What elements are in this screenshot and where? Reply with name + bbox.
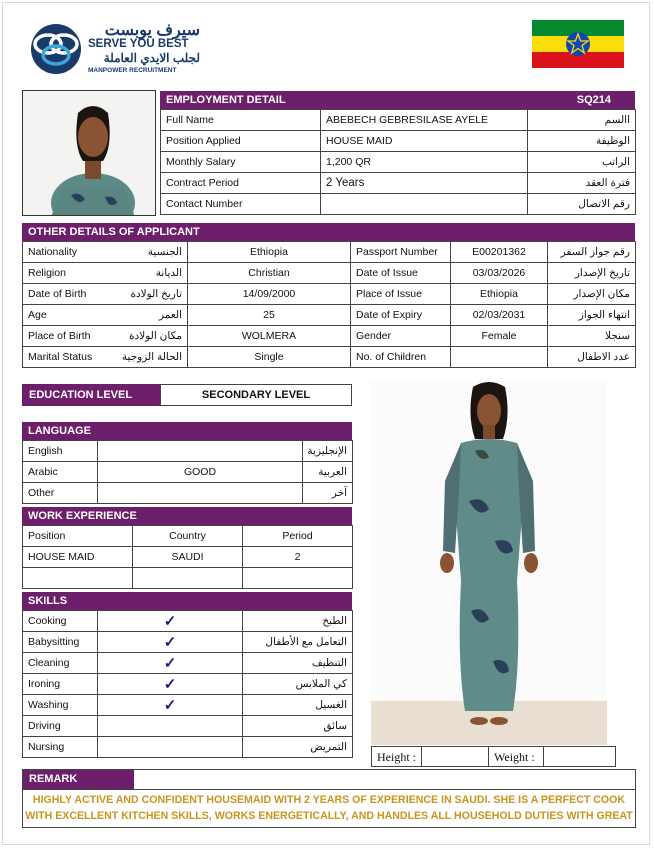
field-value: 25 [188, 305, 351, 326]
logo-arabic-subtitle: لجلب الايدي العاملة [103, 51, 200, 65]
other-details-header: OTHER DETAILS OF APPLICANT [22, 223, 635, 241]
logo-english-name: SERVE YOU BEST [88, 38, 189, 50]
logo-english-subtitle: MANPOWER RECRUITMENT [88, 67, 177, 74]
work-experience-cell: 2 [243, 547, 353, 568]
skill-row [23, 653, 353, 674]
field-value: 03/03/2026 [451, 263, 548, 284]
field-value: E00201362 [451, 242, 548, 263]
remark-header: REMARK [23, 770, 134, 789]
language-name: English [23, 441, 98, 462]
employment-detail-title: EMPLOYMENT DETAIL [166, 94, 286, 106]
work-experience-cell: HOUSE MAID [23, 547, 133, 568]
field-label: Full Name [161, 110, 321, 131]
employment-row [161, 110, 636, 131]
other-details-section [22, 223, 635, 368]
logo-arabic-name: سيرف يوبست [104, 22, 200, 39]
checkmark-icon: ✓ [163, 697, 177, 714]
field-value: Single [188, 347, 351, 368]
work-experience-cell [133, 568, 243, 589]
education-section [22, 384, 352, 406]
skill-row [23, 716, 353, 737]
logo-mark-icon [26, 22, 86, 76]
field-value [321, 194, 528, 215]
field-label-arabic: تاريخ الولادة [105, 284, 188, 305]
field-value: Christian [188, 263, 351, 284]
field-label: Place of Birth [23, 326, 105, 347]
employment-row [161, 131, 636, 152]
field-value: ABEBECH GEBRESILASE AYELE [321, 110, 528, 131]
skill-name: Washing [23, 695, 98, 716]
field-label: Contract Period [161, 173, 321, 194]
skill-check-cell [98, 695, 243, 716]
field-label: Passport Number [351, 242, 451, 263]
other-details-row [23, 305, 636, 326]
skill-name: Ironing [23, 674, 98, 695]
language-level [98, 441, 303, 462]
skill-check-cell [98, 611, 243, 632]
skill-check-cell [98, 737, 243, 758]
field-value: Ethiopia [188, 242, 351, 263]
field-label: Marital Status [23, 347, 105, 368]
language-level: GOOD [98, 462, 303, 483]
field-label-arabic: العمر [105, 305, 188, 326]
field-label: Contact Number [161, 194, 321, 215]
skill-name-arabic: كي الملابس [243, 674, 353, 695]
language-name: Arabic [23, 462, 98, 483]
other-details-row [23, 347, 636, 368]
remark-line-1: HIGHLY ACTIVE AND CONFIDENT HOUSEMAID WITH 2 YEARS OF EXPERIENCE IN SAUDI. SHE IS A PERFECT COOK [32, 794, 626, 806]
field-label-arabic: سنجلا [548, 326, 636, 347]
work-experience-table [22, 525, 353, 589]
skill-name-arabic: سائق [243, 716, 353, 737]
remark-body [22, 790, 636, 828]
skill-row [23, 632, 353, 653]
education-label: EDUCATION LEVEL [22, 384, 160, 406]
field-value: HOUSE MAID [321, 131, 528, 152]
work-experience-row [23, 547, 353, 568]
field-label: Position Applied [161, 131, 321, 152]
language-level [98, 483, 303, 504]
skill-check-cell [98, 716, 243, 737]
skill-row [23, 737, 353, 758]
language-name-arabic: آخر [303, 483, 353, 504]
field-label-arabic: االسم [528, 110, 636, 131]
employment-detail-header [160, 91, 635, 109]
language-row [23, 441, 353, 462]
employment-row [161, 173, 636, 194]
field-value: Ethiopia [451, 284, 548, 305]
skills-table [22, 610, 353, 758]
field-label-arabic: الراتب [528, 152, 636, 173]
skill-row [23, 695, 353, 716]
field-label-arabic: الديانة [105, 263, 188, 284]
field-label-arabic: انتهاء الجواز [548, 305, 636, 326]
education-value: SECONDARY LEVEL [160, 384, 352, 406]
field-label: Religion [23, 263, 105, 284]
skill-name: Babysitting [23, 632, 98, 653]
language-row [23, 462, 353, 483]
skill-name: Driving [23, 716, 98, 737]
other-details-row [23, 242, 636, 263]
ethiopia-flag [532, 20, 624, 68]
field-label-arabic: رقم الاتصال [528, 194, 636, 215]
field-value: 14/09/2000 [188, 284, 351, 305]
column-header: Country [133, 526, 243, 547]
skill-check-cell [98, 653, 243, 674]
applicant-code: SQ214 [576, 94, 611, 106]
employment-row [161, 194, 636, 215]
skill-check-cell [98, 674, 243, 695]
field-label-arabic: فترة العقد [528, 173, 636, 194]
language-name-arabic: العربية [303, 462, 353, 483]
field-label: Date of Issue [351, 263, 451, 284]
language-name: Other [23, 483, 98, 504]
checkmark-icon: ✓ [163, 655, 177, 672]
column-header: Period [243, 526, 353, 547]
skills-header: SKILLS [22, 592, 352, 610]
skills-section [22, 592, 352, 758]
field-value [451, 347, 548, 368]
field-label: Date of Birth [23, 284, 105, 305]
field-value: 1,200 QR [321, 152, 528, 173]
field-label: Nationality [23, 242, 105, 263]
field-label-arabic: الجنسية [105, 242, 188, 263]
field-label-arabic: عدد الاطفال [548, 347, 636, 368]
field-label: Monthly Salary [161, 152, 321, 173]
other-details-row [23, 284, 636, 305]
employment-detail-section [160, 91, 635, 215]
skill-name: Cooking [23, 611, 98, 632]
height-label-box [371, 746, 421, 767]
field-label-arabic: تاريخ الإصدار [548, 263, 636, 284]
field-label: No. of Children [351, 347, 451, 368]
other-details-row [23, 263, 636, 284]
work-experience-row [23, 568, 353, 589]
skill-name-arabic: الطبخ [243, 611, 353, 632]
work-experience-section [22, 507, 352, 589]
skill-name: Cleaning [23, 653, 98, 674]
skill-name-arabic: التمريض [243, 737, 353, 758]
skill-name: Nursing [23, 737, 98, 758]
work-experience-cell: SAUDI [133, 547, 243, 568]
field-label: Date of Expiry [351, 305, 451, 326]
skill-name-arabic: التعامل مع الأطفال [243, 632, 353, 653]
checkmark-icon: ✓ [163, 613, 177, 630]
applicant-photo-portrait [22, 90, 156, 216]
weight-label: Weight : [494, 750, 535, 764]
other-details-row [23, 326, 636, 347]
field-label: Place of Issue [351, 284, 451, 305]
language-header: LANGUAGE [22, 422, 352, 440]
field-label: Age [23, 305, 105, 326]
skill-row [23, 674, 353, 695]
work-experience-header: WORK EXPERIENCE [22, 507, 352, 525]
checkmark-icon: ✓ [163, 634, 177, 651]
work-experience-cell [243, 568, 353, 589]
field-label-arabic: مكان الإصدار [548, 284, 636, 305]
language-section [22, 422, 352, 504]
field-value: WOLMERA [188, 326, 351, 347]
field-label-arabic: الحالة الزوجية [105, 347, 188, 368]
applicant-photo-full-body [371, 381, 607, 745]
field-value: 2 Years [321, 173, 528, 194]
other-details-table [22, 241, 636, 368]
skill-name-arabic: التنظيف [243, 653, 353, 674]
work-experience-header-row [23, 526, 353, 547]
skill-row [23, 611, 353, 632]
height-field [421, 746, 489, 767]
column-header: Position [23, 526, 133, 547]
language-table [22, 440, 353, 504]
weight-label-box [489, 746, 543, 767]
remark-section [22, 769, 636, 828]
field-value: 02/03/2031 [451, 305, 548, 326]
flag-icon [532, 20, 624, 68]
work-experience-cell [23, 568, 133, 589]
field-label-arabic: مكان الولادة [105, 326, 188, 347]
skill-name-arabic: الغسيل [243, 695, 353, 716]
field-label: Gender [351, 326, 451, 347]
employment-detail-table [160, 109, 636, 215]
company-logo [26, 22, 201, 78]
weight-field [543, 746, 616, 767]
height-label: Height : [377, 750, 416, 764]
language-name-arabic: الإنجليزية [303, 441, 353, 462]
remark-line-2: WITH EXCELLENT KITCHEN SKILLS, WORKS ENERGETICALLY, AND HANDLES ALL HOUSEHOLD DUTIES WITH GREAT [25, 810, 633, 822]
field-label-arabic: الوظيفة [528, 131, 636, 152]
checkmark-icon: ✓ [163, 676, 177, 693]
field-label-arabic: رقم جواز السفر [548, 242, 636, 263]
skill-check-cell [98, 632, 243, 653]
language-row [23, 483, 353, 504]
employment-row [161, 152, 636, 173]
field-value: Female [451, 326, 548, 347]
